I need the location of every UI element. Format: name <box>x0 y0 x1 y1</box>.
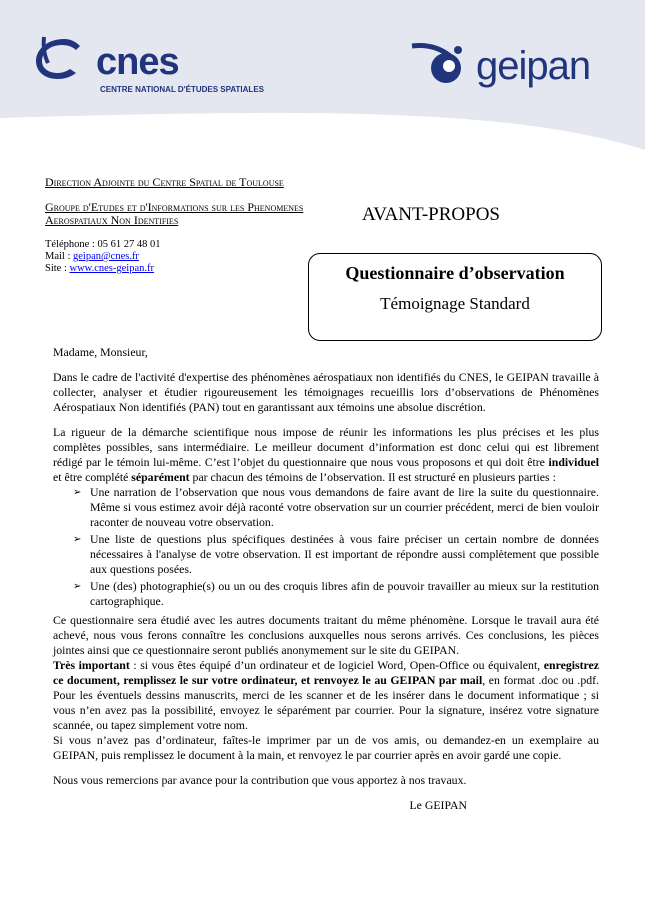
title-box <box>308 253 602 341</box>
paragraph-rigueur <box>53 425 599 485</box>
list-item-text: Une narration de l’observation que nous vous demandons de faire avant de lire la suite du questionnaire. Même si vous estimez avoir déjà raconté votre observation sur un courrier précédent, merci de bien vouloir raconter de nouveau votre observation. <box>90 485 599 529</box>
arrow-bullet-icon: ➢ <box>73 534 82 545</box>
sender-contact <box>45 239 305 275</box>
paragraph-rigueur-text-2: et être complété <box>53 470 132 484</box>
sender-block <box>45 176 305 275</box>
list-item-text: Une liste de questions plus spécifiques destinées à vous faire préciser un certain nombre de données nécessaires à l'analyse de votre observation. Il est important de répondre aussi complètement que possible aux questions posées. <box>90 532 599 576</box>
sender-org-geipan: Groupe d'Etudes et d'Informations sur les Phenomenes Aerospatiaux Non Identifies <box>45 200 304 227</box>
letter-body <box>53 345 599 823</box>
paragraph-etude: Ce questionnaire sera étudié avec les autres documents traitant du même phénomène. Lorsque le travail aura été achevé, nous vous ferons connaître les conclusions auxquelles nous serons arrivés. Ces conclusions, les pièces jointes ainsi que ce questionnaire seront publiés anonymement sur le site du GEIPAN. <box>53 613 599 657</box>
sender-org-direction: Direction Adjointe du Centre Spatial de Toulouse <box>45 175 284 189</box>
list-item-text: Une (des) photographie(s) ou un ou des croquis libres afin de pouvoir travailler au mieux sur la restitution cartographique. <box>90 579 599 608</box>
sender-mail-link[interactable]: geipan@cnes.fr <box>73 251 139 262</box>
list-item <box>53 579 599 609</box>
emphasis-individuel: individuel <box>548 455 599 469</box>
sender-site-label: Site : <box>45 263 70 274</box>
geipan-logo <box>410 38 620 94</box>
sender-site-link[interactable]: www.cnes-geipan.fr <box>69 263 154 274</box>
sender-phone: Téléphone : 05 61 27 48 01 <box>45 239 161 250</box>
paragraph-rigueur-text-3: par chacun des témoins de l’observation. Il est structuré en plusieurs parties : <box>189 470 556 484</box>
paragraph-important <box>53 658 599 733</box>
paragraph-important-text-2: , en format .doc ou .pdf. Pour les éventuels dessins manuscrits, merci de les scanner et de les insérer dans le document informatique ; si vous n’en avez pas la possibilité, envoyez le séparément par courrier. Pour la signature, insérez votre signature scannée, ou tapez simplement votre nom. <box>53 673 600 732</box>
cnes-logo-subtitle: CENTRE NATIONAL D'ÉTUDES SPATIALES <box>100 85 264 94</box>
paragraph-rigueur-text-1: La rigueur de la démarche scientifique nous impose de réunir les informations les plus précises et les plus complètes possibles, sans intermédiaire. Le meilleur document d’information est donc celui qui est librement rédigé par le témoin lui-même. C’est l’objet du questionnaire que nous vous proposons et qui doit être <box>53 425 599 469</box>
sender-mail-row <box>45 251 305 263</box>
paragraph-important-text-1: : si vous êtes équipé d’un ordinateur et de logiciel Word, Open-Office ou équivalent, <box>129 658 544 672</box>
list-item <box>53 532 599 577</box>
paragraph-intro: Dans le cadre de l'activité d'expertise des phénomènes aérospatiaux non identifiés du CNES, le GEIPAN travaille à collecter, analyser et étudier rigoureusement les témoignages recueillis lors d’observations de Phénomènes Aérospatiaux Non identifiés (PAN) tout en garantissant aux témoins une absolue discrétion. <box>53 370 599 414</box>
document-title: Questionnaire d’observation <box>345 263 565 283</box>
arrow-bullet-icon: ➢ <box>73 581 82 592</box>
emphasis-separement: séparément <box>131 470 190 484</box>
paragraph-sans-ordinateur: Si vous n’avez pas d’ordinateur, faîtes-le imprimer par un de vos amis, ou demandez-en un exemplaire au GEIPAN, puis remplissez le document à la main, et renvoyez le par courrier après en avoir gardé une copie. <box>53 733 599 762</box>
cnes-logo <box>30 33 264 99</box>
sender-site-row <box>45 263 305 275</box>
parts-list <box>53 485 599 609</box>
emphasis-tres-important: Très important <box>53 658 130 672</box>
signature: Le GEIPAN <box>409 798 467 812</box>
geipan-logo-text: geipan <box>476 44 591 88</box>
emphasis-instructions: enregistrez ce document, remplissez le sur votre ordinateur, et renvoyez le au GEIPAN par mail <box>53 658 600 687</box>
geipan-mark-icon <box>410 38 474 88</box>
arrow-bullet-icon: ➢ <box>73 487 82 498</box>
sender-mail-label: Mail : <box>45 251 73 262</box>
cnes-logo-text: cnes <box>96 41 179 83</box>
list-item <box>53 485 599 530</box>
greeting: Madame, Monsieur, <box>53 345 148 359</box>
avant-propos-heading: AVANT-PROPOS <box>362 204 500 225</box>
cnes-mark-icon <box>30 33 94 83</box>
paragraph-remerciements: Nous vous remercions par avance pour la contribution que vous apportez à nos travaux. <box>53 773 467 787</box>
document-subtitle: Témoignage Standard <box>380 294 530 313</box>
